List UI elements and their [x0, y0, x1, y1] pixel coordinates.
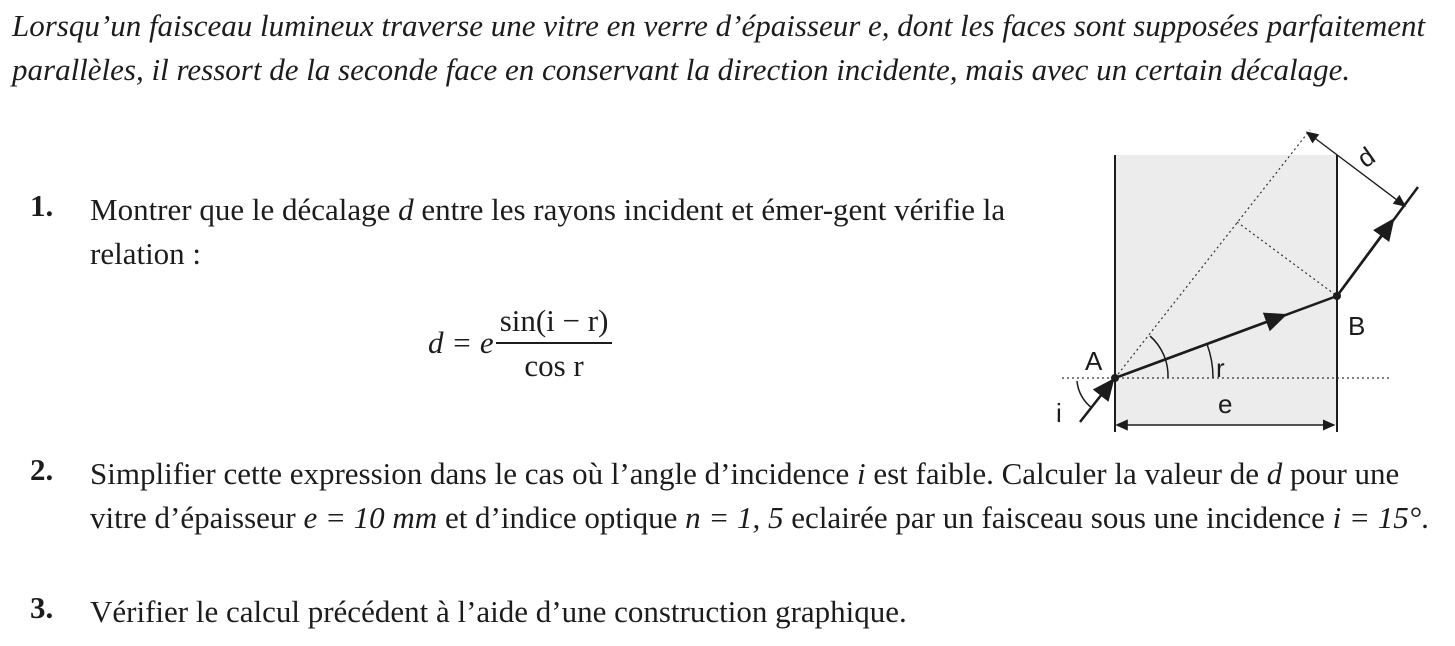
question-2-text: Simplifier cette expression dans le cas où l’angle d’incidence i est faible. Calculer la valeur de d pour une vitre d’épaisseur e = 10 mm et d’indice optique n = 1, 5 eclairée par un faisceau sous une incidence i = 15°.	[90, 456, 1429, 535]
formula-lhs: d = e	[428, 325, 494, 360]
glass-pane	[1115, 155, 1337, 425]
shift-formula	[428, 302, 612, 384]
glass-pane-diagram	[1050, 120, 1455, 450]
intro-paragraph: Lorsqu’un faisceau lumineux traverse une vitre en verre d’épaisseur e, dont les faces sont supposées parfaitement parallèles, il ressort de la seconde face en conservant la direction incidente, mais avec un certain décalage.	[12, 8, 1426, 87]
point-a-dot	[1111, 374, 1119, 382]
label-e: e	[1218, 389, 1233, 419]
emergent-ray-arrow	[1337, 220, 1393, 296]
formula-denominator: cos r	[524, 348, 584, 383]
question-1-number: 1.	[30, 188, 54, 223]
question-3-number: 3.	[30, 590, 54, 625]
question-3-text: Vérifier le calcul précédent à l’aide d’une construction graphique.	[90, 594, 907, 629]
label-d: d	[1351, 140, 1381, 174]
label-a: A	[1085, 346, 1103, 376]
formula-numerator: sin(i − r)	[496, 302, 613, 344]
label-b: B	[1348, 311, 1366, 341]
formula-fraction	[496, 302, 613, 384]
label-i: i	[1056, 398, 1062, 428]
incident-angle-arc	[1077, 381, 1092, 408]
question-1-text: Montrer que le décalage d entre les rayons incident et émer-gent vérifie la relation :	[90, 192, 1006, 271]
point-b-dot	[1333, 292, 1341, 300]
label-r: r	[1216, 353, 1225, 383]
question-2-number: 2.	[30, 452, 54, 487]
